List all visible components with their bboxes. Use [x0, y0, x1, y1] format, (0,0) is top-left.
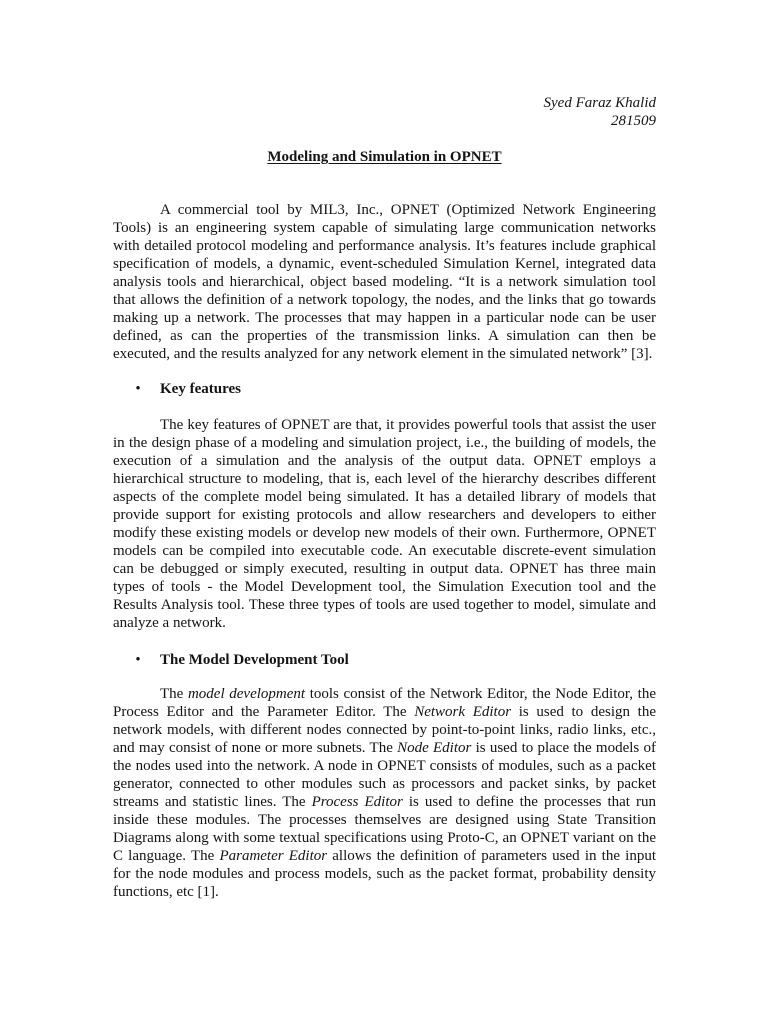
bullet-icon — [132, 651, 144, 669]
document-title — [113, 148, 656, 166]
text-line — [113, 847, 656, 865]
paragraph-key-features — [113, 416, 656, 632]
text-line: Results Analysis tool. These three types of tools are used together to model, simulate and — [113, 597, 656, 613]
italic-term: Process Editor — [311, 794, 403, 810]
text-line — [113, 685, 656, 703]
author-block — [544, 94, 657, 130]
author-number: 281509 — [611, 113, 656, 129]
text-line — [113, 703, 656, 721]
text-line: provide support for existing protocols and allow researchers and developers to either — [113, 507, 656, 523]
text-line — [113, 793, 656, 811]
text-line: aspects of the complete model being simulated. It has a detailed library of models that — [113, 489, 656, 505]
text-line: the nodes used into the network. A node in OPNET consists of modules, such as a packet — [113, 758, 656, 774]
paragraph-model-development — [113, 685, 656, 901]
text-run: is used to place the models of — [471, 740, 656, 756]
text-run: and may consist of none or more subnets. The — [113, 740, 398, 756]
heading-text: Key features — [160, 381, 241, 397]
text-line: functions, etc [1]. — [113, 884, 219, 900]
text-line: A commercial tool by MIL3, Inc., OPNET (Optimized Network Engineering — [160, 202, 656, 218]
text-line: with detailed protocol modeling and performance analysis. It’s features include graphical — [113, 238, 656, 254]
author-name: Syed Faraz Khalid — [543, 95, 656, 111]
text-run: allows the definition of parameters used in the input — [327, 848, 656, 864]
text-run: Process Editor and the Parameter Editor. The — [113, 704, 415, 720]
italic-term: Network Editor — [414, 704, 512, 720]
text-line — [113, 739, 656, 757]
text-line: The key features of OPNET are that, it provides powerful tools that assist the user — [160, 417, 656, 433]
paragraph-intro — [113, 201, 656, 363]
text-line: network models, with different nodes connected by point-to-point links, radio links, etc., — [113, 722, 656, 738]
text-run: is used to design the — [511, 704, 656, 720]
text-run: streams and statistic lines. The — [113, 794, 312, 810]
text-line: inside these modules. The processes themselves are designed using State Transition — [113, 812, 656, 828]
text-line: generator, connected to other modules such as processors and packet sinks, by packet — [113, 776, 656, 792]
text-line: models can be compiled into executable code. An executable discrete-event simulation — [113, 543, 656, 559]
text-line: analysis tools and hierarchical, object based modeling. “It is a network simulation tool — [113, 274, 656, 290]
heading-text: The Model Development Tool — [160, 652, 349, 668]
bullet-heading-model-development — [160, 651, 349, 669]
text-line: Diagrams along with some textual specifications using Proto-C, an OPNET variant on the — [113, 830, 656, 846]
text-line: analyze a network. — [113, 615, 226, 631]
document-title-text: Modeling and Simulation in OPNET — [267, 149, 502, 165]
text-line: specification of models, a dynamic, event-scheduled Simulation Kernel, integrated data — [113, 256, 656, 272]
text-run: is used to define the processes that run — [402, 794, 656, 810]
text-line: Tools) is an engineering system capable of simulating large communication networks — [113, 220, 656, 236]
text-line: execution of a simulation and the analysis of the output data. OPNET employs a — [113, 453, 656, 469]
bullet-icon — [132, 380, 144, 398]
text-run: The — [160, 686, 188, 702]
text-line: types of tools - the Model Development tool, the Simulation Execution tool and the — [113, 579, 656, 595]
text-run: C language. The — [113, 848, 220, 864]
text-line: modify these existing models or develop new models of their own. Furthermore, OPNET — [113, 525, 656, 541]
text-line: in the design phase of a modeling and simulation project, i.e., the building of models, the — [113, 435, 656, 451]
text-line: executed, and the results analyzed for any network element in the simulated network” [3]. — [113, 346, 653, 362]
bullet-heading-key-features — [160, 380, 241, 398]
text-line: for the node modules and process models, such as the packet format, probability density — [113, 866, 656, 882]
text-line: making up a network. The processes that may happen in a particular node can be user — [113, 310, 656, 326]
text-run: tools consist of the Network Editor, the Node Editor, the — [305, 686, 656, 702]
text-line: defined, as can the properties of the transmission links. A simulation can then be — [113, 328, 656, 344]
italic-term: Node Editor — [397, 740, 472, 756]
italic-term: model development — [187, 686, 306, 702]
text-line: can be debugged or simply executed, resulting in output data. OPNET has three main — [113, 561, 656, 577]
italic-term: Parameter Editor — [219, 848, 328, 864]
text-line: hierarchical structure to modeling, that is, each level of the hierarchy describes different — [113, 471, 656, 487]
text-line: that allows the definition of a network topology, the nodes, and the links that go towards — [113, 292, 656, 308]
